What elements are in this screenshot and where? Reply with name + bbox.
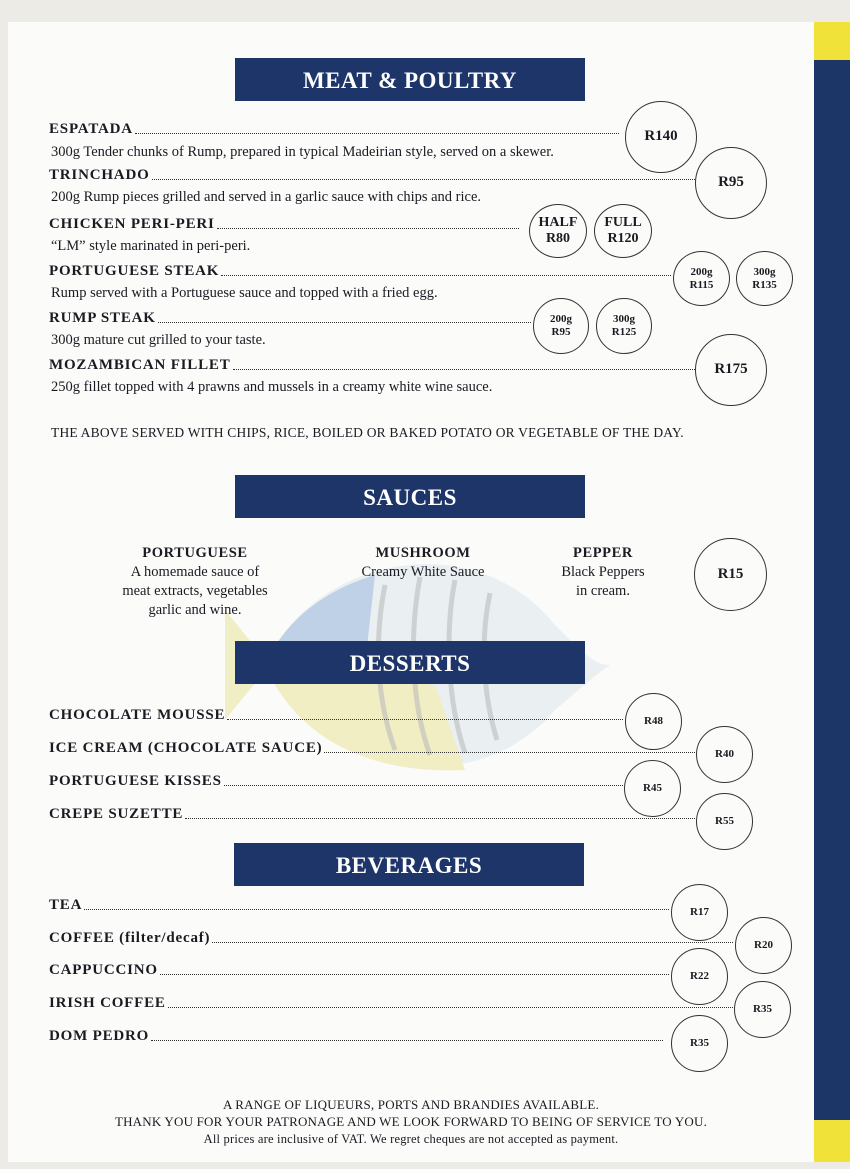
side-stripe	[814, 22, 850, 1162]
item-name: DOM PEDRO	[49, 1028, 150, 1044]
price-badge: R22	[671, 948, 728, 1005]
item-name: RUMP STEAK	[49, 310, 156, 326]
item-description: “LM” style marinated in peri-peri.	[51, 238, 251, 254]
stripe-accent-bottom	[814, 1120, 850, 1162]
item-name: COFFEE (filter/decaf)	[49, 930, 211, 946]
price-badge: R40	[696, 726, 753, 783]
sauce-name: PORTUGUESE	[142, 545, 248, 561]
menu-item-espatada	[49, 121, 619, 138]
desserts-heading: DESSERTS	[235, 641, 585, 684]
item-name: ESPATADA	[49, 121, 133, 137]
sauce-desc-line: Black Peppers	[561, 564, 645, 580]
sauce-desc-line: Creamy White Sauce	[361, 564, 485, 580]
price-badge: R35	[671, 1015, 728, 1072]
price-badge-200g: 200g R115	[673, 251, 730, 306]
sauce-name: PEPPER	[573, 545, 633, 561]
item-name: TRINCHADO	[49, 167, 150, 183]
price-badge-300g: 300g R135	[736, 251, 793, 306]
footer-liqueurs: A RANGE OF LIQUEURS, PORTS AND BRANDIES AVAILABLE.	[222, 1097, 600, 1112]
beverage-item	[49, 930, 733, 947]
menu-item-portuguese-steak	[49, 263, 671, 280]
dessert-item	[49, 773, 623, 790]
item-name: PORTUGUESE KISSES	[49, 773, 222, 789]
price-badge: R55	[696, 793, 753, 850]
item-description: 250g fillet topped with 4 prawns and mussels in a creamy white wine sauce.	[51, 379, 493, 395]
item-name: TEA	[49, 897, 83, 913]
dessert-item	[49, 806, 695, 823]
item-description: 200g Rump pieces grilled and served in a garlic sauce with chips and rice.	[51, 189, 482, 205]
footer-thanks: THANK YOU FOR YOUR PATRONAGE AND WE LOOK FORWARD TO BEING OF SERVICE TO YOU.	[114, 1114, 708, 1129]
beverages-heading: BEVERAGES	[234, 843, 584, 886]
item-name: CHOCOLATE MOUSSE	[49, 707, 226, 723]
sauce-pepper	[528, 544, 678, 601]
beverage-item	[49, 995, 733, 1012]
sauce-desc-line: in cream.	[576, 583, 630, 599]
menu-item-trinchado	[49, 167, 695, 184]
item-name: PORTUGUESE STEAK	[49, 263, 220, 279]
sauce-portuguese	[95, 544, 295, 620]
item-name: CREPE SUZETTE	[49, 806, 184, 822]
beverage-item	[49, 1028, 663, 1045]
item-name: IRISH COFFEE	[49, 995, 166, 1011]
dessert-item	[49, 707, 623, 724]
beverage-item	[49, 897, 669, 914]
menu-item-chicken-peri-peri	[49, 216, 519, 233]
footer-vat: All prices are inclusive of VAT. We regret cheques are not accepted as payment.	[203, 1132, 619, 1146]
price-badge-full: FULL R120	[594, 204, 652, 258]
price-badge: R48	[625, 693, 682, 750]
dessert-item	[49, 740, 695, 757]
meat-poultry-heading: MEAT & POULTRY	[235, 58, 585, 101]
sauces-heading: SAUCES	[235, 475, 585, 518]
sauce-desc-line: garlic and wine.	[148, 602, 242, 618]
price-badge: R45	[624, 760, 681, 817]
price-badge: R15	[694, 538, 767, 611]
price-badge: R95	[695, 147, 767, 219]
menu-item-mozambican-fillet	[49, 357, 695, 374]
sauce-desc-line: meat extracts, vegetables	[122, 583, 268, 599]
price-badge: R17	[671, 884, 728, 941]
price-badge: R140	[625, 101, 697, 173]
item-name: ICE CREAM (CHOCOLATE SAUCE)	[49, 740, 323, 756]
item-name: CHICKEN PERI-PERI	[49, 216, 215, 232]
price-badge: R20	[735, 917, 792, 974]
item-name: CAPPUCCINO	[49, 962, 158, 978]
item-description: 300g Tender chunks of Rump, prepared in typical Madeirian style, served on a skewer.	[51, 144, 554, 160]
sauce-mushroom	[333, 544, 513, 582]
item-description: Rump served with a Portuguese sauce and topped with a fried egg.	[51, 285, 438, 301]
menu-item-rump-steak	[49, 310, 531, 327]
sauce-name: MUSHROOM	[375, 545, 471, 561]
stripe-accent-top	[814, 22, 850, 60]
price-badge-half: HALF R80	[529, 204, 587, 258]
price-badge: R175	[695, 334, 767, 406]
beverage-item	[49, 962, 669, 979]
price-badge: R35	[734, 981, 791, 1038]
item-name: MOZAMBICAN FILLET	[49, 357, 231, 373]
item-description: 300g mature cut grilled to your taste.	[51, 332, 266, 348]
price-badge-300g: 300g R125	[596, 298, 652, 354]
sides-note: THE ABOVE SERVED WITH CHIPS, RICE, BOILED OR BAKED POTATO OR VEGETABLE OF THE DAY.	[51, 425, 684, 440]
sauce-desc-line: A homemade sauce of	[130, 564, 260, 580]
price-badge-200g: 200g R95	[533, 298, 589, 354]
